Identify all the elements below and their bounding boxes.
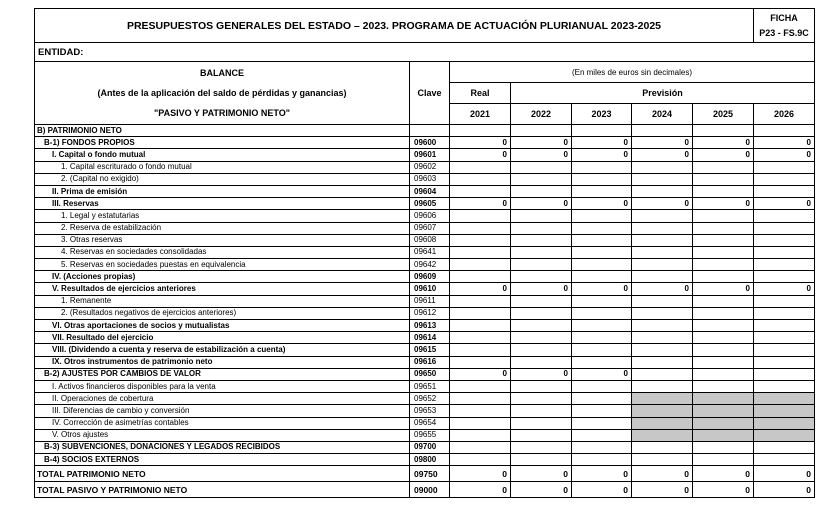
value-cell[interactable] [754,417,815,429]
value-cell[interactable] [693,454,754,466]
total-value-cell[interactable]: 0 [511,482,572,498]
value-cell[interactable] [693,356,754,368]
value-cell[interactable] [450,429,511,441]
total-label: TOTAL PATRIMONIO NETO [35,466,410,482]
value-cell[interactable] [693,234,754,246]
value-cell[interactable] [450,222,511,234]
total-code: 09750 [410,466,450,482]
value-cell[interactable] [693,210,754,222]
value-cell[interactable] [754,222,815,234]
value-cell[interactable] [693,441,754,453]
row-code: 09800 [410,454,450,466]
row-code: 09615 [410,344,450,356]
value-cell[interactable] [693,344,754,356]
value-cell[interactable] [572,332,632,344]
value-cell[interactable] [450,307,511,319]
real-header: Real [450,83,511,104]
table-row [35,320,815,332]
row-label: III. Diferencias de cambio y conversión [35,405,410,417]
value-cell[interactable] [754,307,815,319]
value-cell[interactable] [572,417,632,429]
value-cell[interactable] [754,454,815,466]
row-label: VI. Otras aportaciones de socios y mutualistas [35,320,410,332]
value-cell[interactable] [572,380,632,392]
row-code: 09610 [410,283,450,295]
table-row [35,149,815,161]
table-row [35,405,815,417]
table-row [35,454,815,466]
table-row [35,307,815,319]
row-code: 09611 [410,295,450,307]
value-cell[interactable]: 0 [754,137,815,149]
value-cell[interactable]: 0 [450,368,511,380]
year-header: 2025 [693,104,754,125]
ficha-box [754,9,815,43]
value-cell[interactable] [572,429,632,441]
value-cell[interactable] [572,234,632,246]
value-cell[interactable] [511,210,572,222]
value-cell[interactable] [511,429,572,441]
value-cell[interactable] [511,295,572,307]
row-label: B-2) AJUSTES POR CAMBIOS DE VALOR [35,368,410,380]
row-label: 1. Remanente [35,295,410,307]
value-cell[interactable] [572,393,632,405]
value-cell[interactable]: 0 [450,149,511,161]
value-cell[interactable] [511,185,572,197]
value-cell[interactable] [511,332,572,344]
value-cell[interactable]: 0 [450,198,511,210]
total-value-cell[interactable]: 0 [693,466,754,482]
value-cell[interactable] [632,246,693,258]
value-cell[interactable] [754,368,815,380]
value-cell[interactable] [632,332,693,344]
table-row [35,222,815,234]
value-cell[interactable] [572,271,632,283]
value-cell[interactable] [632,356,693,368]
row-code: 09614 [410,332,450,344]
value-cell[interactable] [572,185,632,197]
value-cell[interactable]: 0 [572,368,632,380]
value-cell[interactable] [572,405,632,417]
clave-header: Clave [410,62,450,125]
value-cell[interactable]: 0 [754,283,815,295]
value-cell[interactable] [693,429,754,441]
row-code [410,125,450,137]
row-code: 09651 [410,380,450,392]
total-value-cell[interactable]: 0 [632,466,693,482]
row-code: 09609 [410,271,450,283]
row-code: 09600 [410,137,450,149]
value-cell[interactable] [572,222,632,234]
table-row [35,368,815,380]
value-cell[interactable] [693,271,754,283]
table-row [35,234,815,246]
value-cell[interactable] [693,222,754,234]
value-cell[interactable] [450,320,511,332]
value-cell[interactable] [632,405,693,417]
row-label: 1. Capital escriturado o fondo mutual [35,161,410,173]
total-value-cell[interactable]: 0 [632,482,693,498]
row-label: 4. Reservas en sociedades consolidadas [35,246,410,258]
table-row [35,185,815,197]
total-value-cell[interactable]: 0 [450,466,511,482]
row-code: 09642 [410,259,450,271]
value-cell[interactable] [450,417,511,429]
value-cell[interactable] [511,246,572,258]
row-label: B-1) FONDOS PROPIOS [35,137,410,149]
ficha-label: FICHA [770,12,798,23]
value-cell[interactable] [632,320,693,332]
value-cell[interactable] [450,344,511,356]
table-row [35,344,815,356]
row-code: 09606 [410,210,450,222]
row-label: 3. Otras reservas [35,234,410,246]
value-cell[interactable] [572,344,632,356]
value-cell[interactable] [450,295,511,307]
value-cell[interactable] [450,259,511,271]
table-row [35,429,815,441]
value-cell[interactable] [572,454,632,466]
value-cell[interactable] [450,356,511,368]
budget-form [34,8,814,498]
value-cell[interactable] [754,380,815,392]
table-row [35,283,815,295]
row-code: 09652 [410,393,450,405]
table-row [35,173,815,185]
row-label: 1. Legal y estatutarias [35,210,410,222]
value-cell[interactable] [693,393,754,405]
value-cell[interactable] [632,344,693,356]
row-code: 09650 [410,368,450,380]
value-cell[interactable] [572,295,632,307]
value-cell[interactable] [693,246,754,258]
total-label: TOTAL PASIVO Y PATRIMONIO NETO [35,482,410,498]
value-cell[interactable]: 0 [693,283,754,295]
value-cell[interactable] [511,454,572,466]
value-cell[interactable] [450,380,511,392]
value-cell[interactable]: 0 [511,198,572,210]
value-cell[interactable] [754,320,815,332]
row-label: II. Prima de emisión [35,185,410,197]
balance-table [34,8,815,498]
value-cell[interactable] [511,405,572,417]
units-header: (En miles de euros sin decimales) [450,62,815,83]
value-cell[interactable] [511,344,572,356]
table-row [35,441,815,453]
row-label: B-4) SOCIOS EXTERNOS [35,454,410,466]
value-cell[interactable]: 0 [693,137,754,149]
row-code: 09602 [410,161,450,173]
row-label: VII. Resultado del ejercicio [35,332,410,344]
row-code: 09604 [410,185,450,197]
value-cell[interactable] [450,246,511,258]
value-cell[interactable] [572,259,632,271]
value-cell[interactable] [632,222,693,234]
value-cell[interactable] [754,441,815,453]
value-cell[interactable] [754,210,815,222]
value-cell[interactable]: 0 [450,283,511,295]
year-header: 2021 [450,104,511,125]
total-value-cell[interactable]: 0 [754,466,815,482]
row-label: V. Resultados de ejercicios anteriores [35,283,410,295]
row-label: IV. Corrección de asimetrías contables [35,417,410,429]
row-code: 09641 [410,246,450,258]
value-cell[interactable] [754,405,815,417]
table-row [35,417,815,429]
row-code: 09616 [410,356,450,368]
row-code: 09653 [410,405,450,417]
row-label: B-3) SUBVENCIONES, DONACIONES Y LEGADOS RECIBIDOS [35,441,410,453]
value-cell[interactable]: 0 [754,149,815,161]
value-cell[interactable] [632,271,693,283]
balance-subtitle: (Antes de la aplicación del saldo de pérdidas y ganancias) [97,88,347,98]
total-value-cell[interactable]: 0 [572,482,632,498]
row-code: 09700 [410,441,450,453]
value-cell[interactable] [693,320,754,332]
value-cell[interactable] [632,380,693,392]
value-cell[interactable] [511,417,572,429]
value-cell[interactable]: 0 [754,198,815,210]
table-row [35,246,815,258]
value-cell[interactable] [632,441,693,453]
value-cell[interactable] [511,234,572,246]
row-code: 09655 [410,429,450,441]
value-cell[interactable] [632,210,693,222]
value-cell[interactable] [693,332,754,344]
row-code: 09612 [410,307,450,319]
value-cell[interactable] [693,125,754,137]
total-value-cell[interactable]: 0 [572,466,632,482]
balance-header [35,62,410,125]
value-cell[interactable]: 0 [511,368,572,380]
total-value-cell[interactable]: 0 [693,482,754,498]
prevision-header: Previsión [511,83,815,104]
value-cell[interactable] [511,441,572,453]
value-cell[interactable] [754,173,815,185]
table-row [35,332,815,344]
value-cell[interactable] [572,161,632,173]
form-title: PRESUPUESTOS GENERALES DEL ESTADO – 2023. PROGRAMA DE ACTUACIÓN PLURIANUAL 2023-2025 [35,9,754,43]
value-cell[interactable] [450,441,511,453]
value-cell[interactable] [450,125,511,137]
value-cell[interactable] [632,125,693,137]
value-cell[interactable] [511,161,572,173]
row-label: IV. (Acciones propias) [35,271,410,283]
value-cell[interactable] [754,246,815,258]
value-cell[interactable] [632,173,693,185]
value-cell[interactable] [754,295,815,307]
row-label: VIII. (Dividendo a cuenta y reserva de estabilización a cuenta) [35,344,410,356]
row-label: V. Otros ajustes [35,429,410,441]
row-label: I. Activos financieros disponibles para la venta [35,380,410,392]
value-cell[interactable] [754,332,815,344]
value-cell[interactable] [572,210,632,222]
value-cell[interactable] [511,173,572,185]
value-cell[interactable] [693,380,754,392]
value-cell[interactable]: 0 [511,137,572,149]
value-cell[interactable] [632,234,693,246]
value-cell[interactable] [693,259,754,271]
table-row [35,137,815,149]
value-cell[interactable]: 0 [693,198,754,210]
value-cell[interactable] [450,454,511,466]
table-row [35,198,815,210]
value-cell[interactable] [754,271,815,283]
value-cell[interactable]: 0 [693,149,754,161]
table-row [35,259,815,271]
value-cell[interactable] [693,417,754,429]
value-cell[interactable] [572,441,632,453]
value-cell[interactable] [693,295,754,307]
table-row [35,161,815,173]
value-cell[interactable] [632,161,693,173]
row-code: 09605 [410,198,450,210]
value-cell[interactable] [572,307,632,319]
year-header: 2023 [572,104,632,125]
row-code: 09608 [410,234,450,246]
value-cell[interactable]: 0 [572,283,632,295]
table-row [35,271,815,283]
value-cell[interactable]: 0 [572,137,632,149]
row-label: III. Reservas [35,198,410,210]
value-cell[interactable] [754,125,815,137]
table-row [35,295,815,307]
ficha-code: P23 - FS.9C [759,27,809,38]
total-value-cell[interactable]: 0 [754,482,815,498]
value-cell[interactable] [511,222,572,234]
row-label: IX. Otros instrumentos de patrimonio neto [35,356,410,368]
table-row [35,393,815,405]
value-cell[interactable] [693,307,754,319]
value-cell[interactable] [632,393,693,405]
table-row [35,210,815,222]
table-row [35,356,815,368]
balance-subtitle-2: "PASIVO Y PATRIMONIO NETO" [153,108,291,118]
value-cell[interactable] [450,393,511,405]
year-header: 2022 [511,104,572,125]
value-cell[interactable] [450,271,511,283]
total-code: 09000 [410,482,450,498]
value-cell[interactable] [450,234,511,246]
value-cell[interactable] [511,380,572,392]
balance-title: BALANCE [200,68,244,78]
value-cell[interactable]: 0 [511,283,572,295]
row-label: B) PATRIMONIO NETO [35,125,410,137]
value-cell[interactable]: 0 [572,149,632,161]
row-code: 09607 [410,222,450,234]
total-value-cell[interactable]: 0 [450,482,511,498]
value-cell[interactable] [450,173,511,185]
value-cell[interactable] [511,356,572,368]
row-label: 2. (Capital no exigido) [35,173,410,185]
table-row [35,380,815,392]
value-cell[interactable] [632,185,693,197]
value-cell[interactable] [754,344,815,356]
value-cell[interactable] [450,210,511,222]
row-label: I. Capital o fondo mutual [35,149,410,161]
value-cell[interactable] [693,173,754,185]
row-label: II. Operaciones de cobertura [35,393,410,405]
value-cell[interactable] [632,295,693,307]
value-cell[interactable]: 0 [632,283,693,295]
row-label: 2. (Resultados negativos de ejercicios anteriores) [35,307,410,319]
value-cell[interactable] [572,125,632,137]
value-cell[interactable] [511,259,572,271]
value-cell[interactable] [572,320,632,332]
value-cell[interactable] [632,417,693,429]
value-cell[interactable] [450,405,511,417]
value-cell[interactable] [572,173,632,185]
value-cell[interactable] [693,185,754,197]
value-cell[interactable] [754,393,815,405]
value-cell[interactable] [754,429,815,441]
value-cell[interactable] [450,185,511,197]
value-cell[interactable] [754,234,815,246]
value-cell[interactable] [754,185,815,197]
value-cell[interactable] [632,454,693,466]
value-cell[interactable] [511,307,572,319]
value-cell[interactable] [450,332,511,344]
value-cell[interactable] [572,356,632,368]
value-cell[interactable] [572,246,632,258]
value-cell[interactable] [450,161,511,173]
row-code: 09601 [410,149,450,161]
total-value-cell[interactable]: 0 [511,466,572,482]
value-cell[interactable]: 0 [511,149,572,161]
total-row [35,482,815,498]
value-cell[interactable]: 0 [632,198,693,210]
value-cell[interactable] [511,271,572,283]
year-header: 2024 [632,104,693,125]
value-cell[interactable]: 0 [450,137,511,149]
value-cell[interactable] [632,259,693,271]
value-cell[interactable] [511,393,572,405]
value-cell[interactable] [693,405,754,417]
value-cell[interactable] [632,307,693,319]
row-label: 5. Reservas en sociedades puestas en equivalencia [35,259,410,271]
total-row [35,466,815,482]
value-cell[interactable] [632,429,693,441]
row-code: 09613 [410,320,450,332]
value-cell[interactable] [511,320,572,332]
value-cell[interactable]: 0 [572,198,632,210]
value-cell[interactable] [511,125,572,137]
value-cell[interactable]: 0 [632,137,693,149]
entidad-label: ENTIDAD: [35,43,815,62]
value-cell[interactable]: 0 [632,149,693,161]
value-cell[interactable] [693,161,754,173]
row-code: 09603 [410,173,450,185]
value-cell[interactable] [754,356,815,368]
value-cell[interactable] [632,368,693,380]
row-label: 2. Reserva de estabilización [35,222,410,234]
table-row [35,125,815,137]
value-cell[interactable] [693,368,754,380]
year-header: 2026 [754,104,815,125]
value-cell[interactable] [754,259,815,271]
row-code: 09654 [410,417,450,429]
value-cell[interactable] [754,161,815,173]
